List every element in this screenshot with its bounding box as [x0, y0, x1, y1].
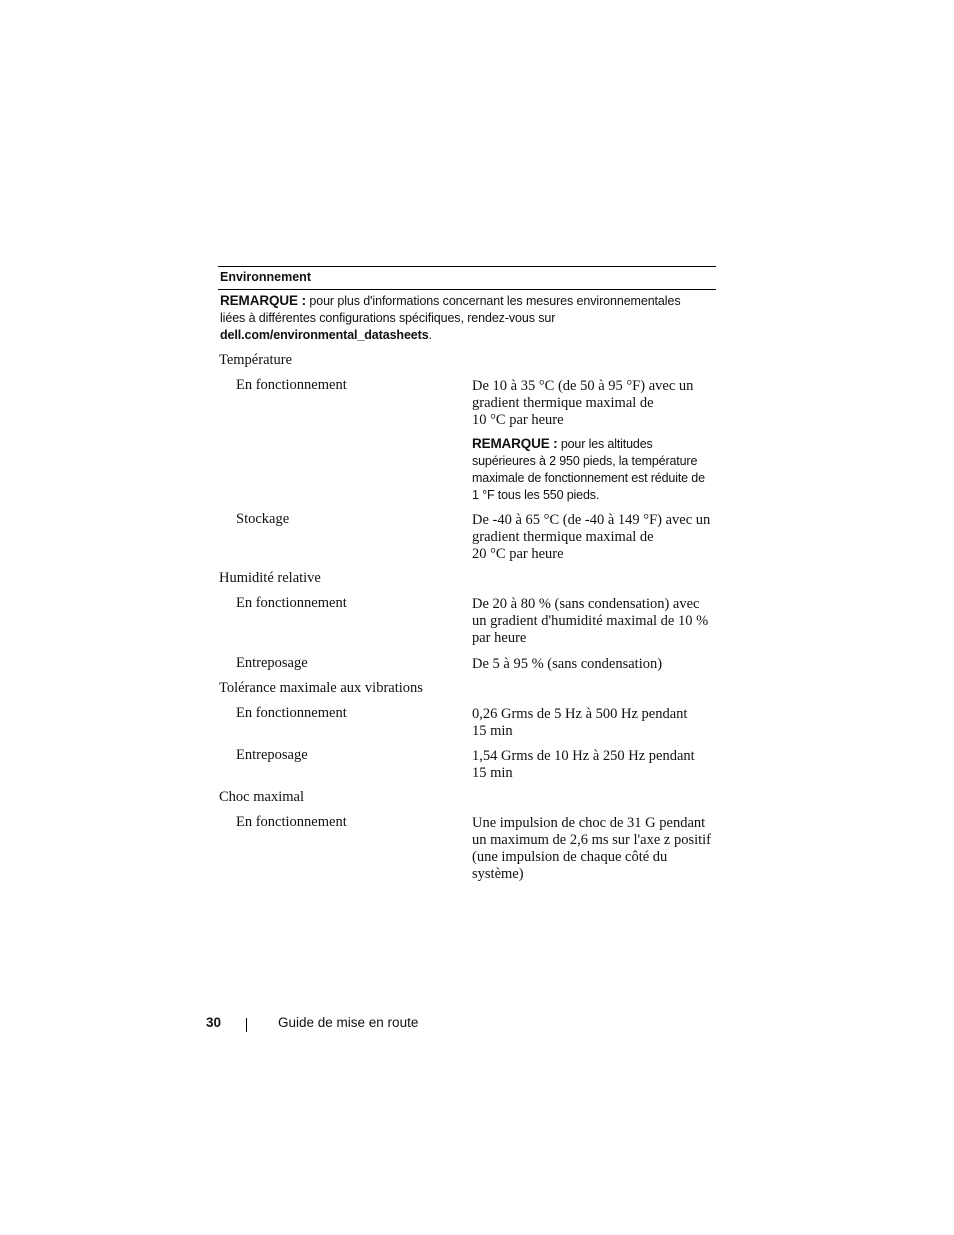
value-line: un maximum de 2,6 ms sur l'axe z positif	[472, 832, 712, 848]
humidity-storage-value	[472, 656, 714, 673]
shock-operating-label: En fonctionnement	[236, 814, 347, 830]
value-line: (une impulsion de chaque côté du	[472, 849, 668, 865]
vibration-operating-value	[472, 706, 714, 740]
vibration-category: Tolérance maximale aux vibrations	[219, 680, 423, 696]
value-line: 15 min	[472, 765, 513, 781]
vibration-operating-label: En fonctionnement	[236, 705, 347, 721]
value-line: Une impulsion de choc de 31 G pendant	[472, 815, 706, 831]
value-line: 1,54 Grms de 10 Hz à 250 Hz pendant	[472, 748, 695, 764]
altitude-note-line: supérieures à 2 950 pieds, la température	[472, 454, 698, 468]
note-label: REMARQUE :	[220, 293, 306, 308]
humidity-storage-label: Entreposage	[236, 655, 308, 671]
humidity-operating-value	[472, 596, 714, 647]
note-line-2: liées à différentes configurations spécifiques, rendez-vous sur	[220, 311, 556, 325]
vibration-storage-value	[472, 748, 714, 782]
value-line: gradient thermique maximal de	[472, 529, 654, 545]
table-title: Environnement	[220, 270, 311, 284]
vibration-storage-label: Entreposage	[236, 747, 308, 763]
note-link-suffix: .	[428, 328, 432, 342]
guide-title: Guide de mise en route	[278, 1015, 419, 1030]
value-line: De 10 à 35 °C (de 50 à 95 °F) avec un	[472, 378, 694, 394]
environment-table	[218, 266, 716, 344]
value-line: De 20 à 80 % (sans condensation) avec	[472, 596, 700, 612]
shock-operating-value	[472, 815, 714, 883]
altitude-note-line: maximale de fonctionnement est réduite de	[472, 471, 705, 485]
humidity-category: Humidité relative	[219, 570, 321, 586]
value-line: système)	[472, 866, 524, 882]
altitude-note-first-line: pour les altitudes	[560, 437, 653, 451]
value-line: 0,26 Grms de 5 Hz à 500 Hz pendant	[472, 706, 688, 722]
datasheets-link[interactable]: dell.com/environmental_datasheets	[220, 328, 429, 342]
temperature-storage-label: Stockage	[236, 511, 290, 527]
temperature-operating-value	[472, 378, 714, 429]
shock-category: Choc maximal	[219, 789, 304, 805]
value-line: par heure	[472, 630, 527, 646]
value-line: 15 min	[472, 723, 513, 739]
altitude-note-line: 1 °F tous les 550 pieds.	[472, 488, 600, 502]
value-line: 10 °C par heure	[472, 412, 564, 428]
temperature-operating-label: En fonctionnement	[236, 377, 347, 393]
altitude-note	[472, 435, 714, 504]
value-line: gradient thermique maximal de	[472, 395, 654, 411]
note-line-1: pour plus d'informations concernant les mesures environnementales	[309, 294, 681, 308]
humidity-operating-label: En fonctionnement	[236, 595, 347, 611]
value-line: un gradient d'humidité maximal de 10 %	[472, 613, 709, 629]
value-line: De 5 à 95 % (sans condensation)	[472, 656, 663, 672]
altitude-note-label: REMARQUE :	[472, 436, 558, 451]
temperature-category: Température	[219, 352, 293, 368]
temperature-storage-value	[472, 512, 714, 563]
footer-separator	[246, 1018, 247, 1032]
environment-note	[218, 290, 716, 344]
value-line: De -40 à 65 °C (de -40 à 149 °F) avec un	[472, 512, 711, 528]
page-number: 30	[206, 1015, 222, 1030]
value-line: 20 °C par heure	[472, 546, 564, 562]
